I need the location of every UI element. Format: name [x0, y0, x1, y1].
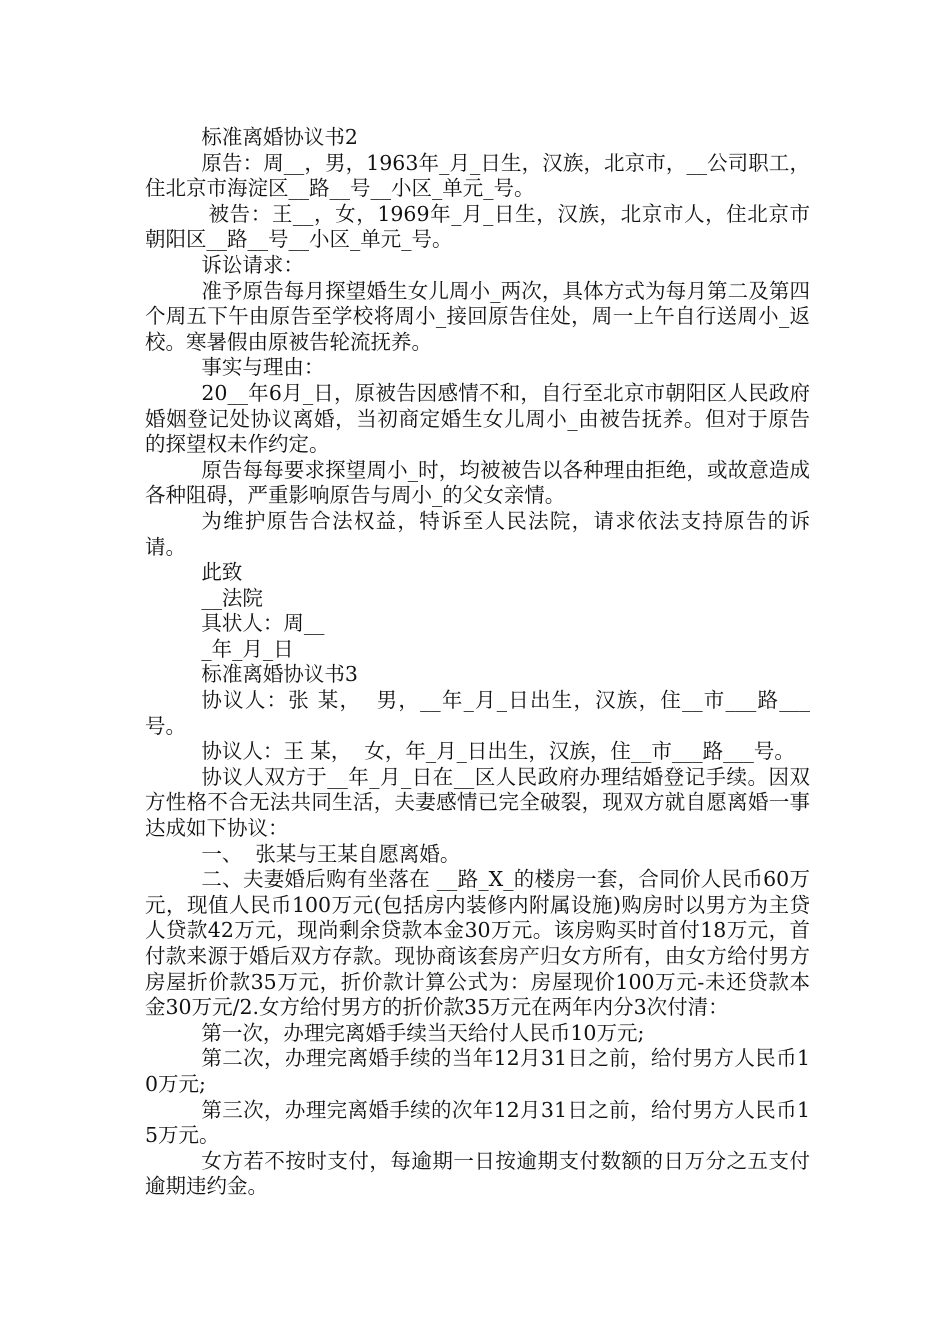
claims-heading: 诉讼请求：: [201, 252, 304, 277]
document-page: [145, 125, 810, 1200]
payment-item: 第二次，办理完离婚手续的当年12月31日之前，给付男方人民币10万元;: [145, 1046, 810, 1096]
facts-paragraph: 20__年6月_日，原被告因感情不和，自行至北京市朝阳区人民政府婚姻登记处协议离婚，当初商定婚生女儿周小_由被告抚养。但对于原告的探望权未作约定。: [145, 380, 810, 457]
defendant-info: 被告：王__，女，1969年_月_日生，汉族，北京市人，住北京市朝阳区__路__号__小区_单元_号。: [145, 201, 810, 252]
payment-item: 第三次，办理完离婚手续的次年12月31日之前，给付男方人民币15万元。: [145, 1097, 810, 1148]
facts-heading: 事实与理由：: [201, 355, 325, 380]
facts-paragraph: 为维护原告合法权益，特诉至人民法院，请求依法支持原告的诉请。: [145, 508, 810, 559]
section-title: 标准离婚协议书2: [201, 125, 358, 149]
section-title: 标准离婚协议书3: [201, 662, 358, 687]
party-info: 协议人：王 某， 女，年_月_日出生，汉族，住__市___路___号。: [201, 739, 795, 764]
plaintiff-info: 原告：周__，男，1963年_月_日生，汉族，北京市，__公司职工，住北京市海淀区__路__号__小区_单元_号。: [145, 150, 810, 201]
penalty-clause: 女方若不按时支付，每逾期一日按逾期支付数额的日万分之五支付逾期违约金。: [145, 1148, 810, 1199]
agreement-intro: 协议人双方于__年_月_日在__区人民政府办理结婚登记手续。因双方性格不合无法共同生活，夫妻感情已完全破裂，现双方就自愿离婚一事达成如下协议：: [145, 764, 810, 841]
agreement-clause: 二、夫妻婚后购有坐落在 __路_X_的楼房一套，合同价人民币60万元，现值人民币100万元(包括房内装修内附属设施)购房时以男方为主贷人贷款42万元，现尚剩余贷款本金30万元。该房购买时首付18万元，首付款来源于婚后双方存款。现协商该套房产归女方所有，由女方给付男方房屋折价款35万元，折价款计算公式为：房屋现价100万元-未还贷款本金30万元/2.女方给付男方的折价款35万元在两年内分3次付清：: [145, 867, 810, 1020]
salutation: 此致: [201, 560, 243, 585]
signatory: 具状人：周__: [201, 611, 325, 636]
claims-body: 准予原告每月探望婚生女儿周小_两次，具体方式为每月第二及第四个周五下午由原告至学校将周小_接回原告住处，周一上午自行送周小_返校。寒暑假由原被告轮流抚养。: [145, 278, 810, 354]
party-info: 协议人：张 某， 男，__年_月_日出生，汉族，住__市___路___号。: [145, 688, 810, 738]
court-name: __法院: [201, 585, 263, 610]
payment-item: 第一次，办理完离婚手续当天给付人民币10万元;: [201, 1020, 645, 1045]
agreement-clause: 一、 张某与王某自愿离婚。: [201, 841, 461, 866]
facts-paragraph: 原告每每要求探望周小_时，均被被告以各种理由拒绝，或故意造成各种阻碍，严重影响原告与周小_的父女亲情。: [145, 457, 810, 508]
date-line: _年_月_日: [201, 636, 294, 661]
